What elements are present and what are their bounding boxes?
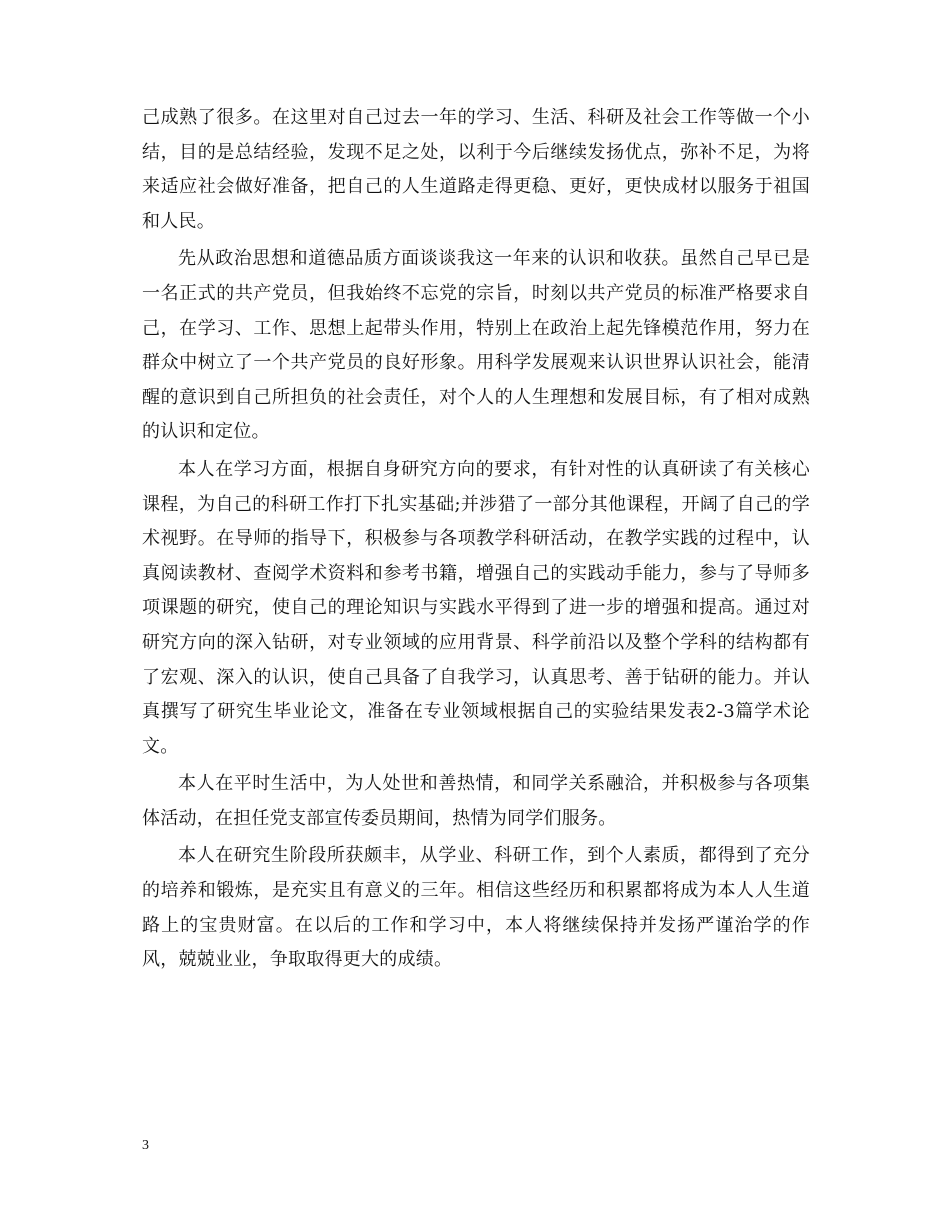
document-body [142, 101, 810, 981]
paragraph-study: 本人在学习方面，根据自身研究方向的要求，有针对性的认真研读了有关核心课程，为自己的科研工作打下扎实基础;并涉猎了一部分其他课程，开阔了自己的学术视野。在导师的指导下，积极参与各项教学科研活动，在教学实践的过程中，认真阅读教材、查阅学术资料和参考书籍，增强自己的实践动手能力，参与了导师多项课题的研究，使自己的理论知识与实践水平得到了进一步的增强和提高。通过对研究方向的深入钻研，对专业领域的应用背景、科学前沿以及整个学科的结构都有了宏观、深入的认识，使自己具备了自我学习，认真思考、善于钻研的能力。并认真撰写了研究生毕业论文，准备在专业领域根据自己的实验结果发表2-3篇学术论文。 [142, 458, 810, 757]
paragraph-continuation: 己成熟了很多。在这里对自己过去一年的学习、生活、科研及社会工作等做一个小结，目的是总结经验，发现不足之处，以利于今后继续发扬优点，弥补不足，为将来适应社会做好准备，把自己的人生道路走得更稳、更好，更快成材以服务于祖国和人民。 [142, 107, 810, 232]
paragraph-conclusion: 本人在研究生阶段所获颇丰，从学业、科研工作，到个人素质，都得到了充分的培养和锻炼，是充实且有意义的三年。相信这些经历和积累都将成为本人人生道路上的宝贵财富。在以后的工作和学习中，本人将继续保持并发扬严谨治学的作风，兢兢业业，争取取得更大的成绩。 [142, 845, 810, 971]
page-number: 3 [142, 1138, 149, 1153]
paragraph-daily-life: 本人在平时生活中，为人处世和善热情，和同学关系融洽，并积极参与各项集体活动，在担任党支部宣传委员期间，热情为同学们服务。 [142, 773, 810, 829]
paragraph-political-thought: 先从政治思想和道德品质方面谈谈我这一年来的认识和收获。虽然自己早已是一名正式的共产党员，但我始终不忘党的宗旨，时刻以共产党员的标准严格要求自己，在学习、工作、思想上起带头作用，特别上在政治上起先锋模范作用，努力在群众中树立了一个共产党员的良好形象。用科学发展观来认识世界认识社会，能清醒的意识到自己所担负的社会责任，对个人的人生理想和发展目标，有了相对成熟的认识和定位。 [142, 248, 810, 443]
